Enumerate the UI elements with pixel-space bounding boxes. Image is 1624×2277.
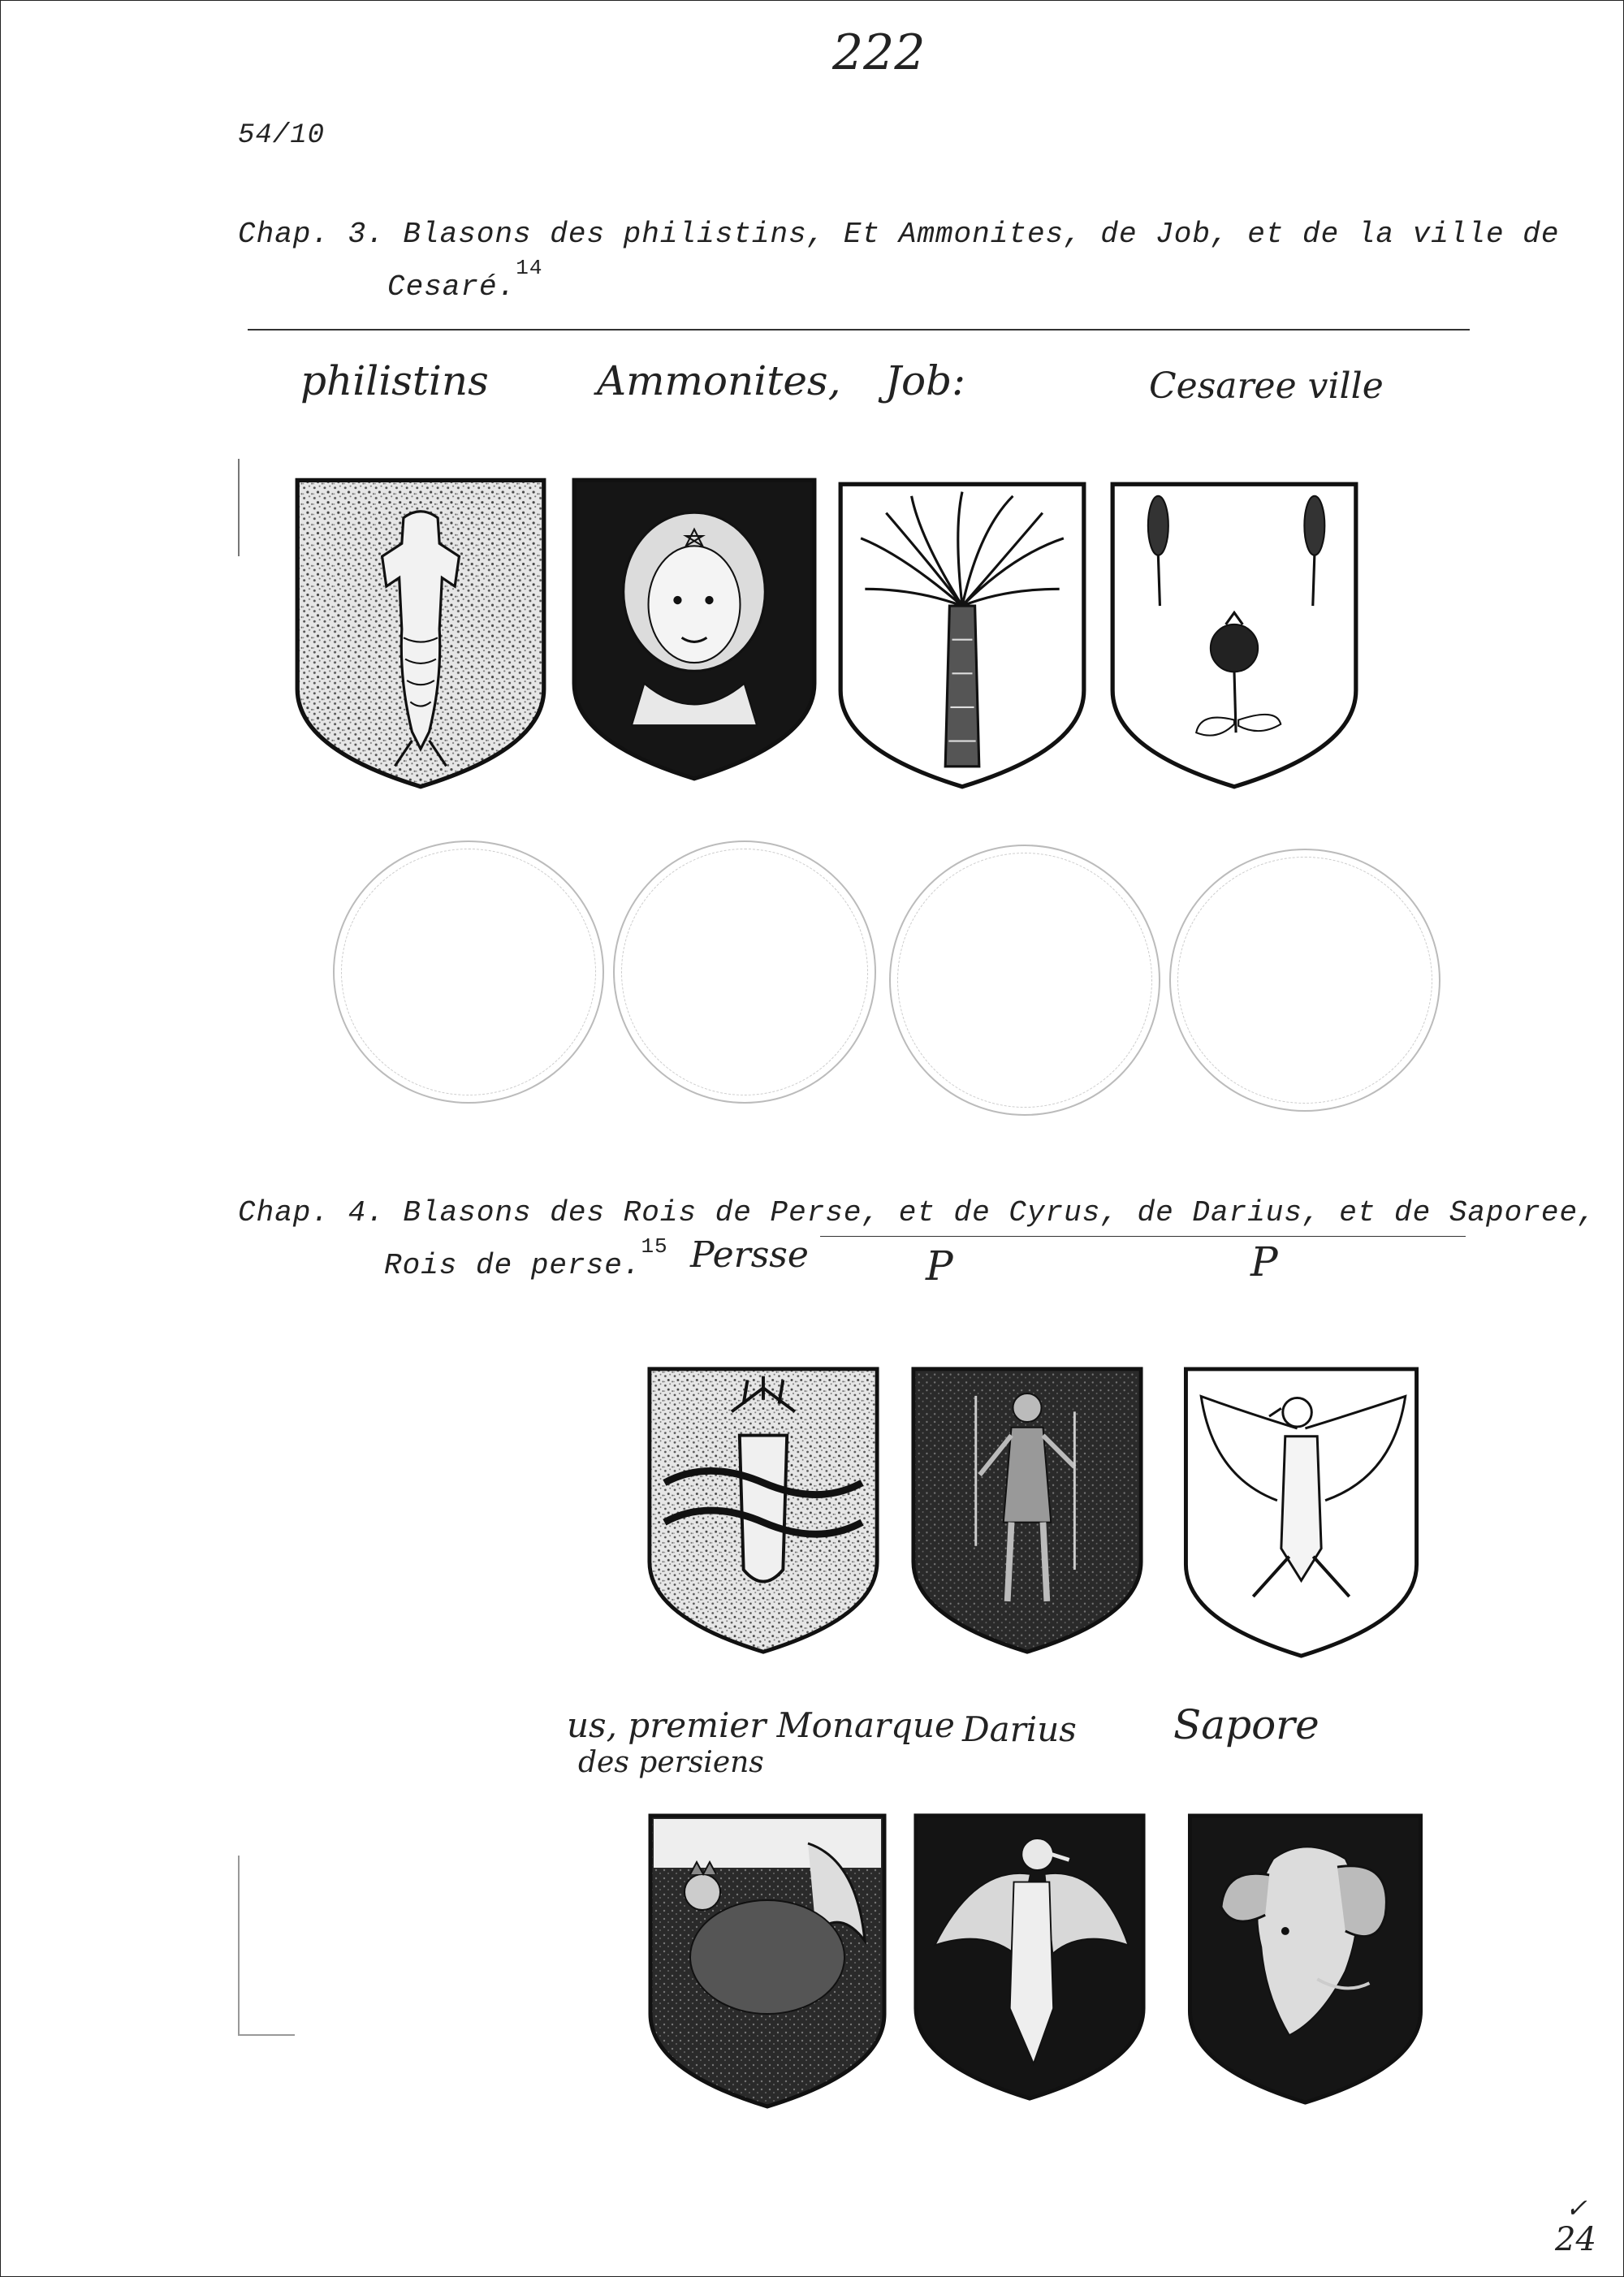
shield-sapore-ram [1181,1811,1429,2107]
caption-philistins: philistins [300,357,489,404]
caption-sapore: Sapore [1173,1701,1320,1748]
wheat-ears-and-pomegranate-icon [1104,479,1364,792]
footnote-14: 14 [516,256,543,280]
quiver-icon [641,1364,885,1657]
caption-ammonites: Ammonites, [597,357,841,404]
caption-cyrus-line2: des persiens [578,1746,764,1779]
chapter4-heading-cont: Rois de perse.$^{15}$ [384,1234,668,1282]
chapter3-rule [248,329,1470,331]
shield-cyrus-warrior [905,1364,1149,1657]
empty-roundel-2 [613,840,876,1104]
merman-icon [291,475,551,792]
chapter4-underline [820,1236,1466,1237]
empty-roundel-4 [1169,849,1440,1112]
margin-mark-upper [238,459,240,556]
empty-roundel-3 [889,845,1160,1116]
reference-number: 54/10 [238,120,326,151]
footnote-15: 15 [641,1234,668,1259]
eagle-icon [1173,1364,1429,1661]
shield-job [832,479,1092,792]
margin-mark-bottom [238,2034,295,2036]
empty-roundel-1 [333,840,604,1104]
warrior-figure-icon [905,1364,1149,1657]
shield-persia-quiver [641,1364,885,1657]
palm-tree-icon [832,479,1092,792]
caption-persse: Persse [690,1234,809,1276]
ram-head-icon [1181,1811,1429,2107]
shield-philistins [291,475,551,792]
corner-count: 24 [1555,2221,1596,2258]
shield-cesaree [1104,479,1364,792]
folio-number: 222 [832,24,926,81]
shield-ammonites [568,475,820,784]
shield-persia-eagle [1173,1364,1429,1661]
crowned-head-icon [568,475,820,784]
chapter4-heading: Chap. 4. Blasons des Rois de Perse, et de Cyrus, de Darius, et de Saporee, [238,1196,1596,1229]
caption-cesaree: Cesaree ville [1149,365,1384,407]
eagle-icon [908,1811,1151,2103]
caption-p-2: P [926,1242,953,1290]
corner-check: ✓ [1566,2193,1587,2223]
caption-cyrus-line1: us, premier Monarque [567,1705,955,1745]
caption-p-3: P [1250,1238,1278,1285]
shield-darius-eagle [908,1811,1151,2103]
caption-job: Job: [885,357,965,404]
caption-darius: Darius [962,1709,1077,1749]
shield-rooster [646,1811,889,2111]
rooster-icon [646,1811,889,2111]
chapter3-heading-cont: Cesaré.$^{14}$ [387,256,543,304]
chapter3-heading: Chap. 3. Blasons des philistins, Et Ammonites, de Job, et de la ville de [238,218,1560,251]
margin-mark-left [238,1856,240,2034]
